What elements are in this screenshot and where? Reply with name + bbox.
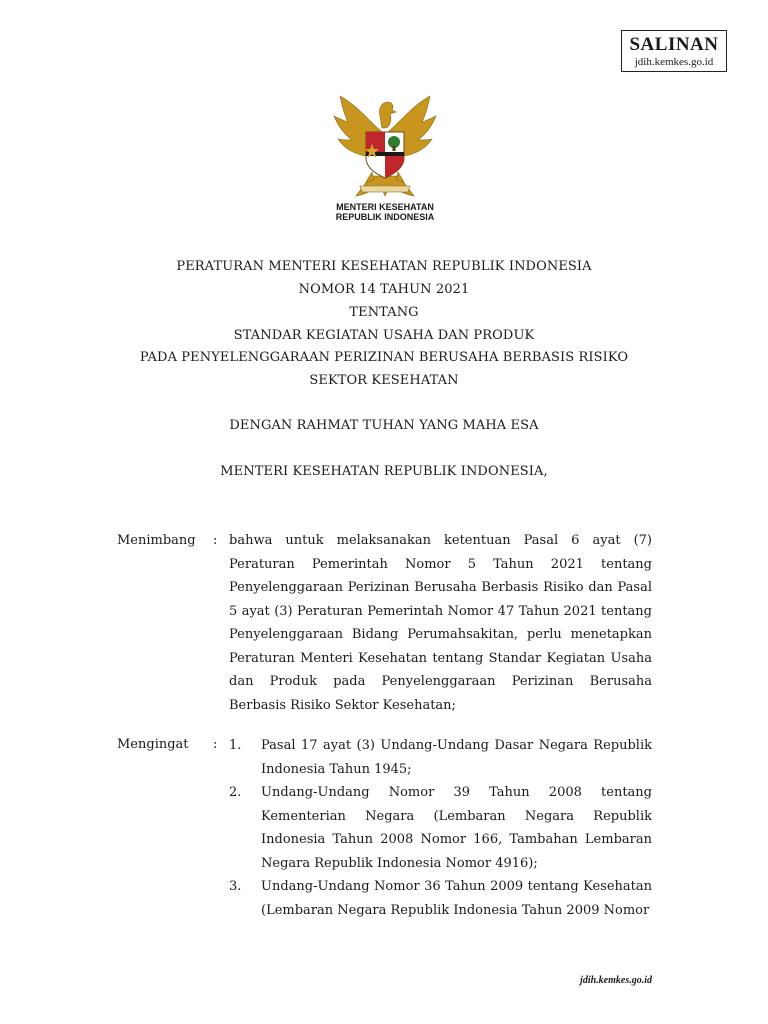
- regulation-subject-line3: SEKTOR KESEHATAN: [309, 373, 459, 388]
- footer-url: jdih.kemkes.go.id: [580, 975, 652, 986]
- regulation-title: PERATURAN MENTERI KESEHATAN REPUBLIK INDONESIA: [176, 259, 592, 274]
- stamp-title: SALINAN: [629, 34, 719, 55]
- mengingat-colon: :: [213, 737, 218, 752]
- regulation-subject-line2: PADA PENYELENGGARAAN PERIZINAN BERUSAHA BERBASIS RISIKO: [139, 350, 629, 365]
- issuer: MENTERI KESEHATAN REPUBLIK INDONESIA,: [220, 464, 548, 479]
- regulation-subject-line1: STANDAR KEGIATAN USAHA DAN PRODUK: [233, 328, 535, 343]
- mengingat-label: Mengingat: [117, 737, 189, 752]
- list-item-text: Undang-Undang Nomor 39 Tahun 2008 tentang Kementerian Negara (Lembaran Negara Republik Indonesia Tahun 2008 Nomor 166, Tambahan Lembaran Negara Republik Indonesia Nomor 4916);: [261, 785, 652, 871]
- mengingat-list: [229, 734, 652, 922]
- emblem-caption: [300, 202, 470, 222]
- regulation-about: TENTANG: [349, 305, 419, 320]
- list-item-number: 1.: [229, 738, 242, 753]
- menimbang-text: bahwa untuk melaksanakan ketentuan Pasal 6 ayat (7) Peraturan Pemerintah Nomor 5 Tahun 2021 tentang Penyelenggaraan Perizinan Berusaha Berbasis Risiko dan Pasal 5 ayat (3) Peraturan Pemerintah Nomor 47 Tahun 2021 tentang Penyelenggaraan Bidang Perumahsakitan, perlu menetapkan Peraturan Menteri Kesehatan tentang Standar Kegiatan Usaha dan Produk pada Penyelenggaraan Perizinan Berusaha Berbasis Risiko Sektor Kesehatan;: [229, 533, 652, 713]
- emblem-caption-line1: MENTERI KESEHATAN: [336, 202, 434, 212]
- list-item-text: Pasal 17 ayat (3) Undang-Undang Dasar Negara Republik Indonesia Tahun 1945;: [261, 738, 652, 777]
- invocation: DENGAN RAHMAT TUHAN YANG MAHA ESA: [229, 418, 539, 433]
- list-item-number: 2.: [229, 785, 242, 800]
- list-item-text: Undang-Undang Nomor 36 Tahun 2009 tentang Kesehatan (Lembaran Negara Republik Indonesia Tahun 2009 Nomor: [261, 879, 652, 918]
- list-item: [229, 781, 652, 875]
- list-item-number: 3.: [229, 879, 242, 894]
- list-item: [229, 734, 652, 781]
- salinan-stamp: [621, 30, 727, 72]
- regulation-number: NOMOR 14 TAHUN 2021: [298, 282, 470, 297]
- emblem-caption-line2: REPUBLIK INDONESIA: [335, 212, 435, 222]
- stamp-url: jdih.kemkes.go.id: [634, 56, 714, 68]
- menimbang-label: Menimbang: [117, 533, 196, 548]
- menimbang-colon: :: [213, 533, 218, 548]
- garuda-emblem-icon: [330, 92, 440, 204]
- list-item: [229, 875, 652, 922]
